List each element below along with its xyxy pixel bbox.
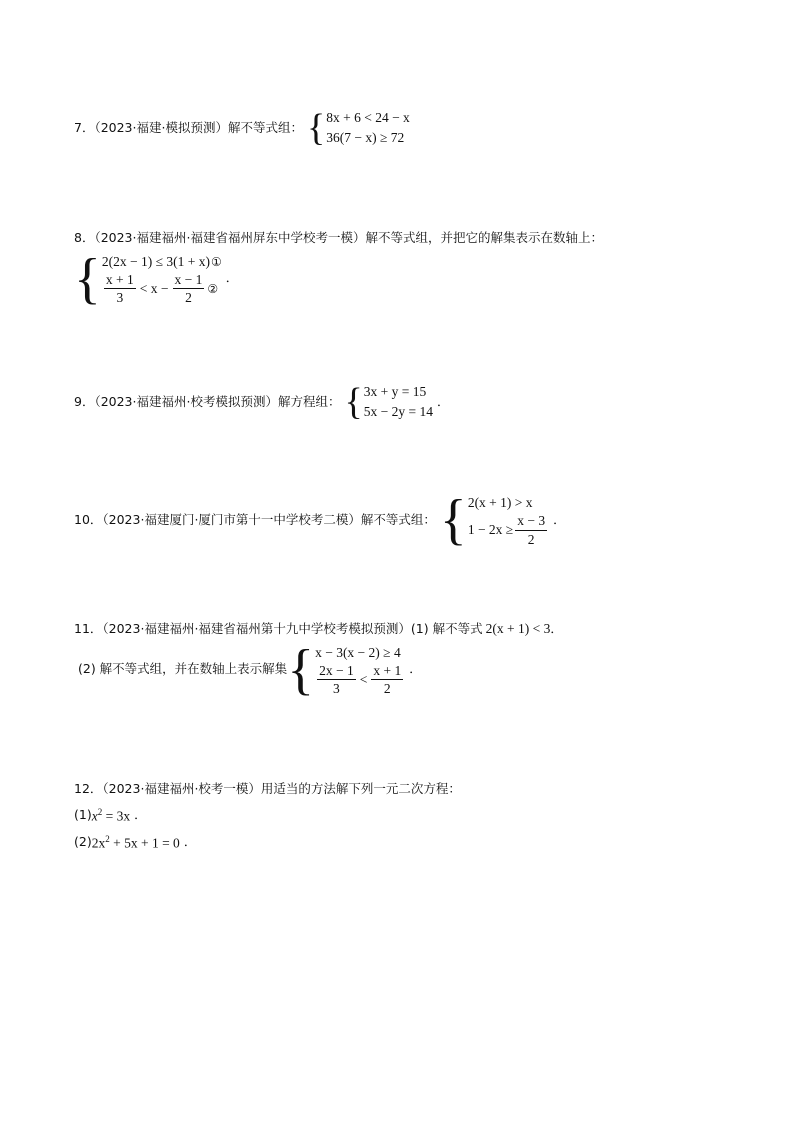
question-12-part-1: (1) $x^2 = 3x$ ． [74,806,147,823]
question-10-eq2-left: 1 − 2x ≥ [467,522,514,538]
question-10-eq1: 2(x + 1) > x [467,495,533,511]
fraction: $\frac{2x - 1}{3}$ [319,662,354,696]
question-11-label: 11．（2023·福建福州·福建省福州第十九中学校考模拟预测）(1) 解不等式 [74,620,483,636]
question-9-system [364,382,433,422]
question-7-system [326,108,410,148]
circled-mark-2: ② [207,281,219,296]
question-8-eq1: 2(2x − 1) ≤ 3(1 + x) [101,253,211,269]
question-11-ineq-end: ． [550,620,563,636]
fraction: $\frac{x - 3}{2}$ [517,513,546,547]
question-8 [74,230,603,310]
question-11-end: ． [409,661,422,677]
system-brace: { [344,381,363,423]
system-brace: { [287,638,315,701]
fraction: $\frac{x - 1}{2}$ [174,271,203,305]
question-10-system [468,493,549,547]
question-11-part2: (2) 解不等式组，并在数轴上表示解集 [78,661,288,677]
question-11-eq2-mid: < [359,671,368,687]
question-9-end: ． [436,393,450,409]
question-9-eq2: 5x − 2y = 14 [363,404,433,420]
fraction: $\frac{x + 1}{3}$ [105,271,134,305]
question-9 [74,382,449,422]
question-11-ineq: 2(x + 1) < 3 [485,621,551,636]
question-7-label: 7．（2023·福建·模拟预测）解不等式组： [74,119,303,135]
circled-mark-1: ① [211,254,222,269]
question-10-end: ． [553,511,566,527]
question-12 [74,783,461,850]
question-10 [74,489,566,551]
question-11-system [315,643,405,697]
question-8-end: ． [225,270,239,286]
question-9-label: 9．（2023·福建福州·校考模拟预测）解方程组： [74,393,341,409]
question-9-eq1: 3x + y = 15 [363,384,427,400]
question-7-eq2: 36(7 − x) ≥ 72 [326,130,405,146]
question-7-eq1: 8x + 6 < 24 − x [326,110,410,126]
system-brace: { [306,107,326,149]
question-8-label: 8．（2023·福建福州·福建省福州屏东中学校考一模）解不等式组，并把它的解集表示在数轴上： [74,230,603,245]
question-7 [74,108,410,148]
fraction: $\frac{x + 1}{2}$ [373,662,402,696]
question-12-label: 12．（2023·福建福州·校考一模）用适当的方法解下列一元二次方程： [74,781,461,796]
question-11 [74,620,563,701]
system-brace: { [74,247,101,310]
question-11-eq1: x − 3(x − 2) ≥ 4 [315,644,401,660]
question-8-system [102,252,222,306]
question-10-label: 10．（2023·福建厦门·厦门市第十一中学校考二模）解不等式组： [74,511,436,527]
question-8-eq2-mid: < x − [139,280,169,296]
question-12-part-2: (2) $2x^2 + 5x + 1 = 0$ ． [74,833,197,850]
system-brace: { [439,489,467,551]
